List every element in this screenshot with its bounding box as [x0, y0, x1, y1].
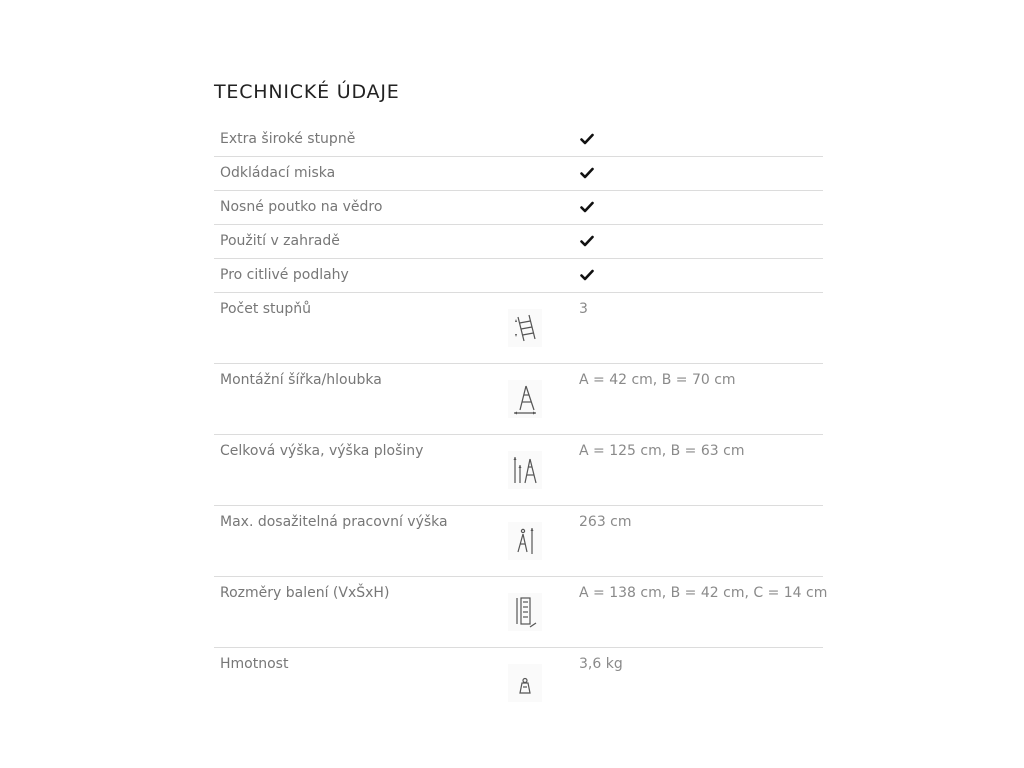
spec-row-step-count	[214, 293, 823, 364]
technical-specs-table	[214, 123, 828, 718]
package-dimensions-icon	[508, 593, 542, 631]
checkmark-icon	[580, 234, 594, 248]
spec-value: 3,6 kg	[579, 656, 623, 672]
spec-label: Extra široké stupně	[220, 131, 356, 147]
spec-row-mount-width-depth	[214, 364, 823, 435]
spec-row-weight	[214, 648, 823, 718]
checkmark-icon	[580, 268, 594, 282]
spec-label: Hmotnost	[220, 656, 289, 672]
spec-label: Max. dosažitelná pracovní výška	[220, 514, 448, 530]
ladder-steps-icon	[508, 309, 542, 347]
working-height-icon	[508, 522, 542, 560]
checkmark-icon	[580, 166, 594, 180]
spec-label: Rozměry balení (VxŠxH)	[220, 585, 390, 601]
spec-row-sensitive-floors	[214, 259, 823, 293]
spec-row-working-height	[214, 506, 823, 577]
ladder-width-depth-icon	[508, 380, 542, 418]
weight-icon	[508, 664, 542, 702]
spec-label: Nosné poutko na vědro	[220, 199, 383, 215]
spec-row-garden-use	[214, 225, 823, 259]
checkmark-icon	[580, 200, 594, 214]
spec-label: Pro citlivé podlahy	[220, 267, 349, 283]
ladder-height-icon	[508, 451, 542, 489]
spec-value: A = 138 cm, B = 42 cm, C = 14 cm	[579, 585, 828, 601]
spec-label: Montážní šířka/hloubka	[220, 372, 382, 388]
spec-label: Počet stupňů	[220, 301, 312, 317]
spec-row-extra-wide-steps	[214, 123, 823, 157]
spec-value: 263 cm	[579, 514, 632, 530]
spec-label: Odkládací miska	[220, 165, 336, 181]
spec-label: Celková výška, výška plošiny	[220, 443, 424, 459]
spec-row-total-height	[214, 435, 823, 506]
spec-value: A = 42 cm, B = 70 cm	[579, 372, 736, 388]
spec-label: Použití v zahradě	[220, 233, 340, 249]
spec-row-tool-tray	[214, 157, 823, 191]
checkmark-icon	[580, 132, 594, 146]
spec-row-bucket-hook	[214, 191, 823, 225]
spec-value: A = 125 cm, B = 63 cm	[579, 443, 745, 459]
spec-value: 3	[579, 301, 588, 317]
page-title: TECHNICKÉ ÚDAJE	[214, 81, 400, 103]
spec-row-package-dimensions	[214, 577, 828, 648]
